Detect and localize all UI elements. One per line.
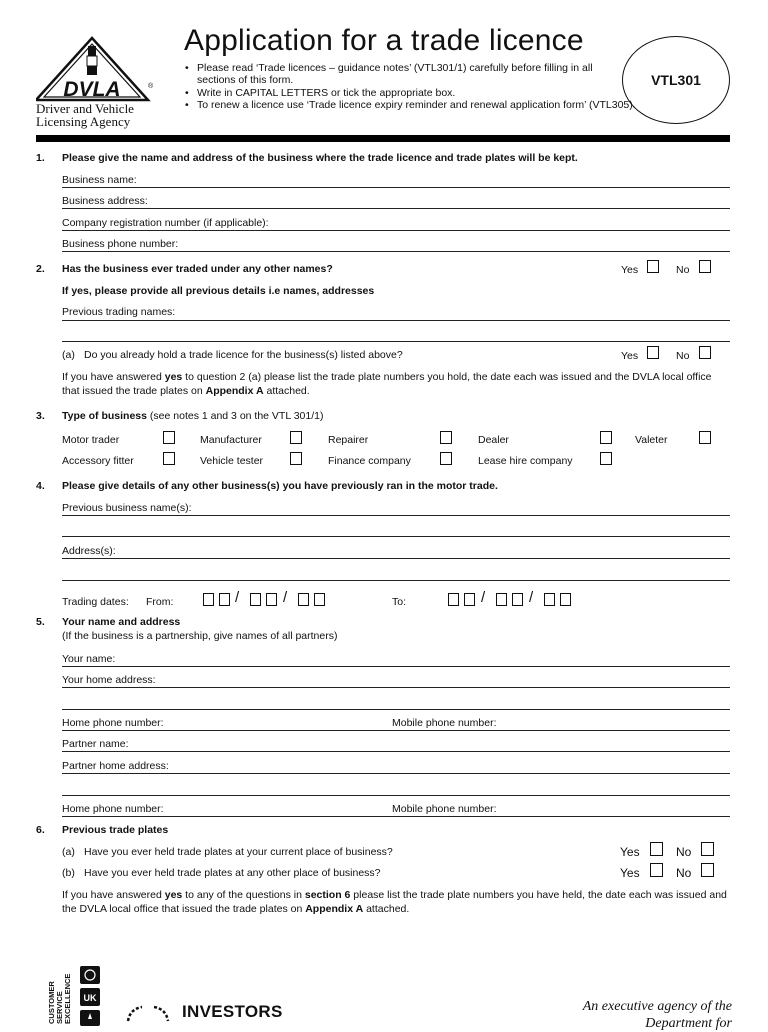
no-label: No bbox=[676, 264, 690, 276]
instruction-item: • To renew a licence use ‘Trade licence expiry reminder and renewal application form’ (VTL305). bbox=[184, 99, 642, 111]
mobile-phone-label: Mobile phone number: bbox=[392, 717, 497, 729]
type-vehicle-tester-label: Vehicle tester bbox=[200, 455, 264, 467]
section-number: 1. bbox=[36, 152, 45, 164]
type-valeter-label: Valeter bbox=[635, 434, 668, 446]
section-1-question: Please give the name and address of the business where the trade licence and trade plates will be kept. bbox=[62, 152, 578, 164]
svg-text:SERVICE: SERVICE bbox=[55, 991, 64, 1024]
logo-text: DVLA bbox=[63, 78, 121, 101]
section-4-question: Please give details of any other business(s) you have previously ran in the motor trade. bbox=[62, 480, 498, 492]
section-2-question: Has the business ever traded under any other names? bbox=[62, 263, 333, 275]
partner-name-field[interactable] bbox=[62, 751, 730, 752]
svg-text:®: ® bbox=[148, 83, 154, 90]
partner-address-field-2[interactable] bbox=[62, 795, 730, 796]
section-number: 4. bbox=[36, 480, 45, 492]
section-3-heading: Type of business (see notes 1 and 3 on the VTL 301/1) bbox=[62, 410, 324, 422]
prev-business-label: Previous business name(s): bbox=[62, 502, 192, 514]
type-valeter-checkbox[interactable] bbox=[699, 431, 711, 444]
yes-label: Yes bbox=[621, 350, 639, 362]
type-manufacturer-label: Manufacturer bbox=[200, 434, 262, 446]
s2-yes-checkbox[interactable] bbox=[647, 260, 659, 273]
svg-text:UK: UK bbox=[83, 993, 97, 1003]
company-reg-label: Company registration number (if applicable): bbox=[62, 217, 269, 229]
s6a-label: (a) bbox=[62, 846, 75, 858]
home-address-field-2[interactable] bbox=[62, 709, 730, 710]
partner-phone-field[interactable] bbox=[62, 816, 730, 817]
business-address-label: Business address: bbox=[62, 195, 148, 207]
instruction-item: • Write in CAPITAL LETTERS or tick the appropriate box. bbox=[184, 87, 644, 99]
prev-business-field[interactable] bbox=[62, 515, 730, 516]
s6a-no-checkbox[interactable] bbox=[701, 842, 714, 856]
yes-label: Yes bbox=[620, 866, 640, 880]
business-name-field[interactable] bbox=[62, 187, 730, 188]
your-name-label: Your name: bbox=[62, 653, 116, 665]
prev-trading-names-label: Previous trading names: bbox=[62, 306, 176, 318]
partner-address-label: Partner home address: bbox=[62, 760, 169, 772]
investors-in-people-icon bbox=[124, 1003, 178, 1024]
s2a-question: Do you already hold a trade licence for the business(s) listed above? bbox=[84, 349, 403, 361]
type-repairer-label: Repairer bbox=[328, 434, 369, 446]
s2a-yes-checkbox[interactable] bbox=[647, 346, 659, 359]
type-finance-company-label: Finance company bbox=[328, 455, 411, 467]
business-phone-label: Business phone number: bbox=[62, 238, 179, 250]
section-6-heading: Previous trade plates bbox=[62, 824, 169, 836]
address-field-2[interactable] bbox=[62, 580, 730, 581]
phone-field[interactable] bbox=[62, 730, 730, 731]
type-dealer-checkbox[interactable] bbox=[600, 431, 612, 444]
section-2-sub: If yes, please provide all previous details i.e names, addresses bbox=[62, 285, 375, 297]
s6b-label: (b) bbox=[62, 867, 75, 879]
type-finance-company-checkbox[interactable] bbox=[440, 452, 452, 465]
type-manufacturer-checkbox[interactable] bbox=[290, 431, 302, 444]
no-label: No bbox=[676, 866, 692, 880]
prev-trading-names-field-2[interactable] bbox=[62, 341, 730, 342]
form-code-badge: VTL301 bbox=[622, 36, 730, 124]
type-motor-trader-label: Motor trader bbox=[62, 434, 120, 446]
type-lease-hire-checkbox[interactable] bbox=[600, 452, 612, 465]
executive-agency-text: An executive agency of the Department for bbox=[582, 999, 732, 1031]
page-title: Application for a trade licence bbox=[184, 24, 584, 57]
type-accessory-fitter-checkbox[interactable] bbox=[163, 452, 175, 465]
section-5-heading: Your name and address bbox=[62, 616, 181, 628]
header-divider bbox=[36, 135, 730, 142]
to-label: To: bbox=[392, 596, 407, 608]
s2a-no-checkbox[interactable] bbox=[699, 346, 711, 359]
trading-dates-label: Trading dates: bbox=[62, 596, 129, 608]
your-name-field[interactable] bbox=[62, 666, 730, 667]
prev-business-field-2[interactable] bbox=[62, 536, 730, 537]
s6b-yes-checkbox[interactable] bbox=[650, 863, 663, 877]
company-reg-field[interactable] bbox=[62, 230, 730, 231]
home-address-label: Your home address: bbox=[62, 674, 156, 686]
address-label: Address(s): bbox=[62, 545, 116, 557]
section-number: 2. bbox=[36, 263, 45, 275]
from-label: From: bbox=[146, 596, 174, 608]
type-vehicle-tester-checkbox[interactable] bbox=[290, 452, 302, 465]
partner-home-phone-label: Home phone number: bbox=[62, 803, 164, 815]
svg-text:CUSTOMER: CUSTOMER bbox=[47, 981, 56, 1024]
business-name-label: Business name: bbox=[62, 174, 137, 186]
s6b-no-checkbox[interactable] bbox=[701, 863, 714, 877]
s6a-yes-checkbox[interactable] bbox=[650, 842, 663, 856]
yes-label: Yes bbox=[621, 264, 639, 276]
home-phone-label: Home phone number: bbox=[62, 717, 164, 729]
s6a-question: Have you ever held trade plates at your current place of business? bbox=[84, 846, 393, 858]
partner-name-label: Partner name: bbox=[62, 738, 129, 750]
partner-mobile-phone-label: Mobile phone number: bbox=[392, 803, 497, 815]
partner-address-field[interactable] bbox=[62, 773, 730, 774]
customer-service-excellence-logo bbox=[42, 966, 104, 1026]
section-number: 6. bbox=[36, 824, 45, 836]
section-number: 5. bbox=[36, 616, 45, 628]
no-label: No bbox=[676, 350, 690, 362]
s2-no-checkbox[interactable] bbox=[699, 260, 711, 273]
agency-name: Driver and Vehicle Licensing Agency bbox=[36, 101, 134, 129]
section-5-sub: (If the business is a partnership, give names of all partners) bbox=[62, 630, 338, 642]
s2a-label: (a) bbox=[62, 349, 75, 361]
home-address-field[interactable] bbox=[62, 687, 730, 688]
s6-note: If you have answered yes to any of the questions in section 6 please list the trade plate numbers you have held, the date each was issued and the DVLA local office that issued the trade plates on Appendix A attached. bbox=[62, 889, 727, 915]
s2-note: If you have answered yes to question 2 (a) please list the trade plate numbers you hold, the date each was issued and the DVLA local office that issued the trade plates on Appendix A attached. bbox=[62, 371, 712, 397]
type-dealer-label: Dealer bbox=[478, 434, 509, 446]
svg-text:EXCELLENCE: EXCELLENCE bbox=[63, 973, 72, 1024]
type-lease-hire-label: Lease hire company bbox=[478, 455, 573, 467]
address-field[interactable] bbox=[62, 558, 730, 559]
type-accessory-fitter-label: Accessory fitter bbox=[62, 455, 134, 467]
instructions-list bbox=[184, 62, 644, 112]
type-motor-trader-checkbox[interactable] bbox=[163, 431, 175, 444]
instruction-item: • Please read ‘Trade licences – guidance notes’ (VTL301/1) carefully before filling in all sections of this form. bbox=[184, 62, 627, 87]
type-repairer-checkbox[interactable] bbox=[440, 431, 452, 444]
s6b-question: Have you ever held trade plates at any other place of business? bbox=[84, 867, 381, 879]
business-address-field[interactable] bbox=[62, 208, 730, 209]
yes-label: Yes bbox=[620, 845, 640, 859]
no-label: No bbox=[676, 845, 692, 859]
prev-trading-names-field[interactable] bbox=[62, 320, 730, 321]
business-phone-field[interactable] bbox=[62, 251, 730, 252]
section-number: 3. bbox=[36, 410, 45, 422]
investors-text: INVESTORS bbox=[182, 1002, 283, 1021]
